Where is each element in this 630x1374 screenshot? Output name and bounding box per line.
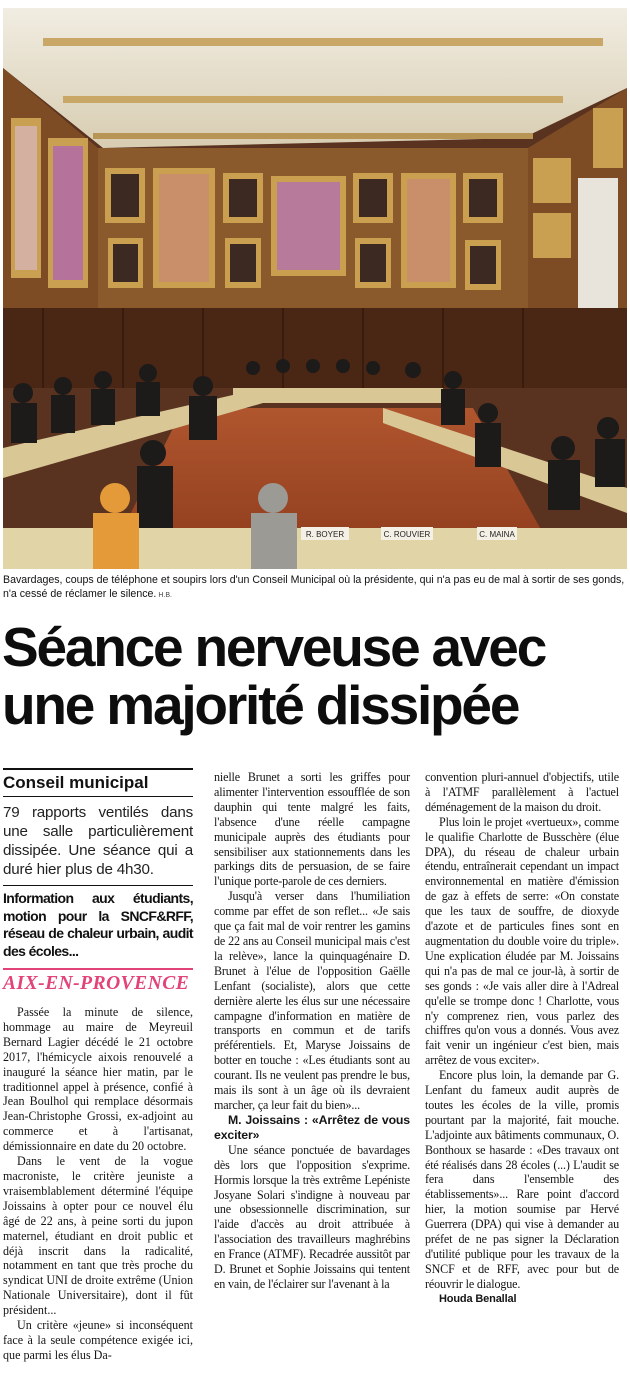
caption-credit: H.B. [158, 592, 172, 599]
author-signature: Houda Benallal [439, 1292, 517, 1305]
council-chamber-photo [3, 8, 627, 569]
intertitle: M. Joissains : «Arrêtez de vous exciter» [214, 1112, 410, 1142]
paragraph: Un critère «jeune» si inconséquent face à la seule compétence exigée ici, que parmi les élus Da- [3, 1318, 193, 1362]
headline-line-2: une majorité dissipée [2, 674, 519, 736]
headline-line-1: Séance nerveuse avec [2, 616, 546, 678]
paragraph: Une séance ponctuée de bavardages dès lors que l'opposition s'exprime. Hormis lorsque la très extrême Lepéniste Josyane Solari s'indigne à nouveau par une obsessionnelle discrimination, sur l'aide d'accès au droit attribuée à l'association des travailleurs maghrébins en France (ATMF). Recadrée aussitôt par D. Brunet et Sophie Joissains qui tentent en vain, de l'éclairer sur l'avenant à la [214, 1142, 410, 1291]
nameplate-boyer: R. BOYER [305, 530, 345, 539]
nameplate-rouvier: C. ROUVIER [383, 530, 431, 539]
paragraph: nielle Brunet a sorti les griffes pour alimenter l'intervention essoufflée de son dauphin qui tente malgré les faits, l'absence d'une réelle campagne municipale auprès des étudiants pour sensibiliser aux stationnements dans les parkings dits de persuasion, de se faire l'unique porte-parole de ces derniers. [214, 770, 410, 889]
headline [2, 618, 628, 734]
caption-text: Bavardages, coups de téléphone et soupirs lors d'un Conseil Municipal où la présidente, qui n'a pas eu de mal à sortir de ses gonds, n'a cessé de réclamer le silence. [3, 574, 625, 600]
photo-caption [3, 573, 627, 603]
paragraph: Passée la minute de silence, hommage au maire de Meyreuil Bernard Lagier décédé le 21 octobre 2017, l'hémicycle aixois renouvelé a inauguré la séance hier matin, par le traditionnel appel à présence, confié à Jean Boulhol qui remplace désormais Jean-Christophe Grossi, ex-adjoint au commerce et à l'artisanat, démissionnaire en date du 20 octobre. [3, 1005, 193, 1154]
paragraph: Dans le vent de la vogue macroniste, le critère jeuniste a vraisemblablement déterminé l'équipe Joissains à opter pour ce nouvel élu âgé de 22 ans, à peine sorti du jupon maternel, étudiant en droit public et déjà inscrit dans la radicalité, notamment en tant que très proche du syndicat UNI de droite extrême (Union Nationale Universitaire), dont il fût président... [3, 1154, 193, 1318]
article-column-2 [214, 770, 410, 1292]
nameplate-maina: C. MAINA [479, 530, 515, 539]
dateline: AIX-EN-PROVENCE [3, 968, 193, 995]
article-column-3 [425, 770, 619, 1306]
rubric: Conseil municipal [3, 768, 193, 797]
summary-bullets: Information aux étudiants, motion pour la SNCF&RFF, réseau de chaleur urbain, audit des écoles... [3, 885, 193, 960]
council-chamber-illustration [3, 8, 627, 569]
paragraph: Jusqu'à verser dans l'humiliation comme par effet de son reflet... «Je sais que ça fait mal de voir rentrer les gamins de 22 ans au Conseil municipal mais c'est la relève», lance la quinquagénaire D. Brunet à l'élue de l'opposition Gaëlle Lenfant (socialiste), alors que cette dernière alerte les élus sur une nécessaire campagne d'information en matière de transports en commun et de tarifs préférentiels. Et, Maryse Joissains de botter en touche : «Les étudiants sont au courant. Ils ne veulent pas prendre le bus, mais ils sont à un âge où ils devraient marcher, ça leur fait du bien»... [214, 889, 410, 1112]
paragraph: Encore plus loin, la demande par G. Lenfant du fameux audit auprès de toutes les écoles de la ville, promis pourtant par la majorité, fait mouche. L'adjointe aux bâtiments communaux, O. Bonthoux se hasarde : «Des travaux ont été réalisés dans 28 écoles (...) L'audit se fera dans l'ensemble des établissements»... Rare point d'accord hier, la motion soumise par Hervé Guerrera (DPA) qui vise à demander au préfet de ne pas signer la Déclaration d'utilité publique pour les travaux de la SNCF et de RFF, avec pour but de réouvrir le dialogue. [425, 1068, 619, 1291]
article-column-1 [3, 768, 193, 1363]
paragraph: Plus loin le projet «vertueux», comme le qualifie Charlotte de Busschère (élue DPA), du réseau de chaleur urbain étendu, entraînerait cependant un impact environnemental en matière d'émission de gaz à effets de serre: «On constate que les taux de souffre, de dioxyde d'azote et de particules fines sont en augmentation du double voire du triple». Une explication éludée par M. Joissains qui n'a pas de mal ce jour-là, à sortir de ses gonds : «Je vais aller dire à l'Adreal qu'elle se trompe donc ! Charlotte, vous n'y comprenez rien, vous parlez des chiffres qu'on vous a donnés. Vous avez fait venir un ingénieur c'est bien, mais arrêtez de vous exciter». [425, 814, 619, 1068]
paragraph: convention pluri-annuel d'objectifs, utile à l'ATMF parallèlement à l'actuel déménagement de la maison du droit. [425, 770, 619, 814]
chapo: 79 rapports ventilés dans une salle particulièrement dissipée. Une séance qui a duré hier plus de 4h30. [3, 804, 193, 878]
